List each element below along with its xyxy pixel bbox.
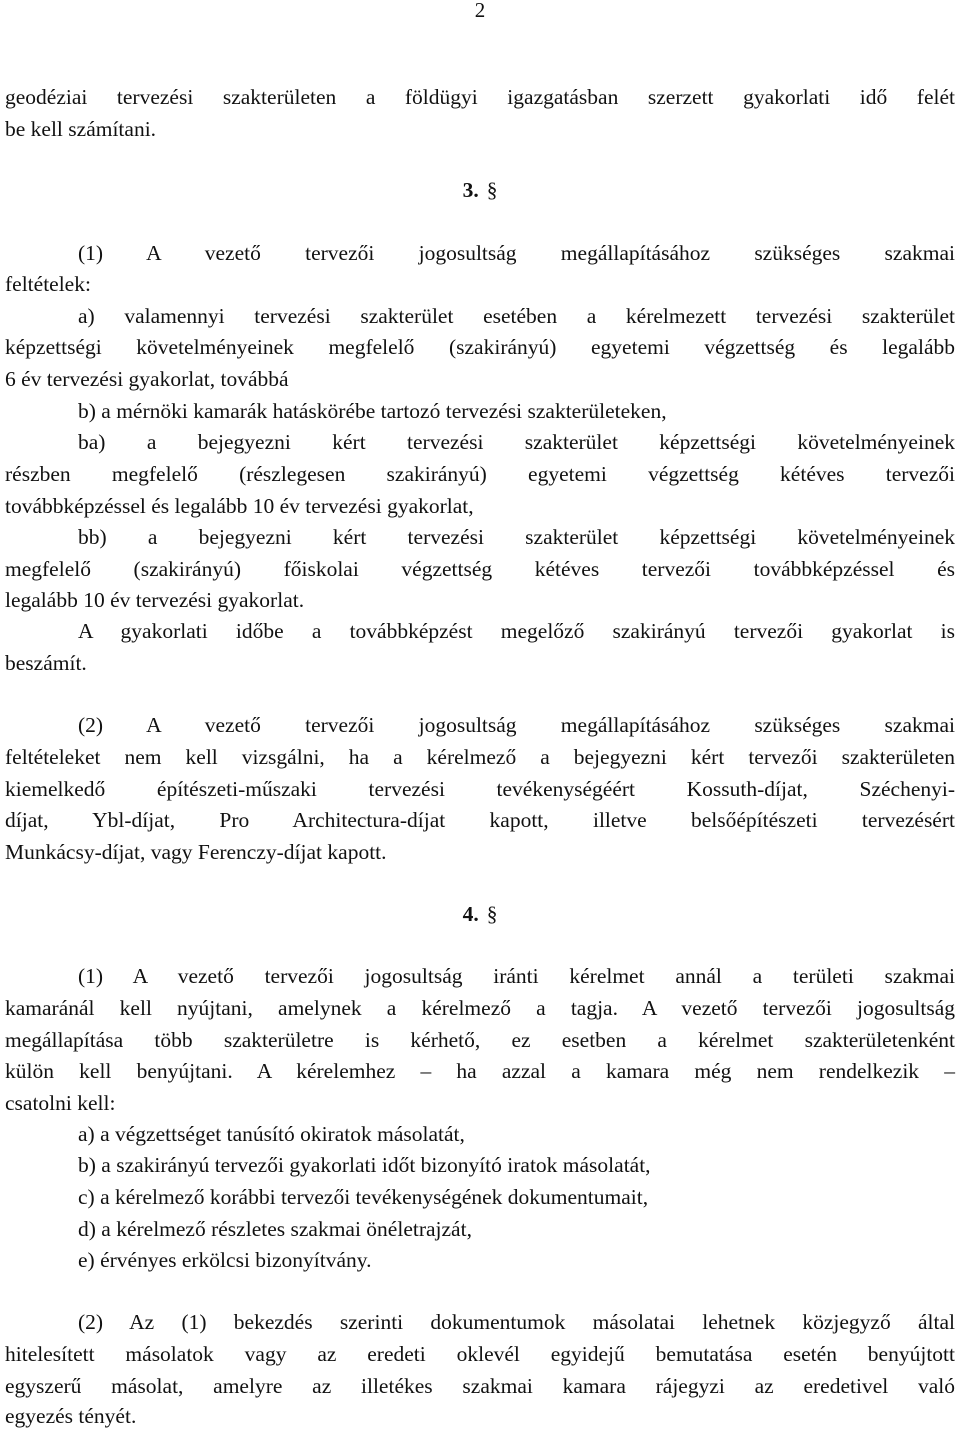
text-line: díjat, Ybl-díjat, Pro Architectura-díjat kapott, illetve belsőépítészeti tervezésért	[5, 808, 955, 832]
text-line: a) valamennyi tervezési szakterület esetében a kérelmezett tervezési szakterület	[78, 304, 955, 328]
text-line: (2) A vezető tervezői jogosultság megállapításához szükséges szakmai	[78, 713, 955, 737]
section-number: 3.	[462, 178, 479, 202]
section-number: 4.	[462, 902, 479, 926]
section-heading-4	[0, 898, 960, 930]
text-line: feltételeket nem kell vizsgálni, ha a kérelmező a bejegyezni kért tervezői szakterületen	[5, 745, 955, 769]
text-line: továbbképzéssel és legalább 10 év tervezési gyakorlat,	[5, 494, 474, 518]
text-line: bb) a bejegyezni kért tervezési szakterület képzettségi követelményeinek	[78, 525, 955, 549]
text-line: A gyakorlati időbe a továbbképzést megelőző szakirányú tervezői gyakorlat is	[78, 619, 955, 643]
text-line: legalább 10 év tervezési gyakorlat.	[5, 588, 305, 612]
text-line: 6 év tervezési gyakorlat, továbbá	[5, 367, 289, 391]
text-line: (1) A vezető tervezői jogosultság iránti kérelmet annál a területi szakmai	[78, 964, 955, 988]
section-symbol: §	[486, 178, 498, 202]
text-line: egyezés tényét.	[5, 1404, 137, 1428]
text-line: geodéziai tervezési szakterületen a földügyi igazgatásban szerzett gyakorlati idő felét	[5, 85, 955, 109]
text-line: részben megfelelő (részlegesen szakirányú) egyetemi végzettség kétéves tervezői	[5, 462, 955, 486]
section-heading-3	[0, 174, 960, 206]
text-line: ba) a bejegyezni kért tervezési szakterület képzettségi követelményeinek	[78, 430, 955, 454]
text-line: kiemelkedő építészeti-műszaki tervezési tevékenységéért Kossuth-díjat, Széchenyi-	[5, 777, 955, 801]
list-item: a) a végzettséget tanúsító okiratok másolatát,	[78, 1122, 465, 1146]
text-line: megállapítása több szakterületre is kérhető, ez esetben a kérelmet szakterületenként	[5, 1028, 955, 1052]
text-line: be kell számítani.	[5, 117, 157, 141]
text-line: egyszerű másolat, amelyre az illetékes szakmai kamara rájegyzi az eredetivel való	[5, 1374, 955, 1398]
list-item: c) a kérelmező korábbi tervezői tevékenységének dokumentumait,	[78, 1185, 649, 1209]
text-line: feltételek:	[5, 272, 91, 296]
list-item: e) érvényes erkölcsi bizonyítvány.	[78, 1248, 372, 1272]
page-number: 2	[474, 0, 486, 22]
text-line: megfelelő (szakirányú) főiskolai végzettség kétéves tervezői továbbképzéssel és	[5, 557, 955, 581]
text-line: b) a mérnöki kamarák hatáskörébe tartozó tervezési szakterületeken,	[78, 399, 667, 423]
text-line: hitelesített másolatok vagy az eredeti oklevél egyidejű bemutatása esetén benyújtott	[5, 1342, 955, 1366]
text-line: (2) Az (1) bekezdés szerinti dokumentumok másolatai lehetnek közjegyző által	[78, 1310, 955, 1334]
section-symbol: §	[486, 902, 498, 926]
text-line: beszámít.	[5, 651, 87, 675]
text-line: képzettségi követelményeinek megfelelő (szakirányú) egyetemi végzettség és legalább	[5, 335, 955, 359]
list-item: b) a szakirányú tervezői gyakorlati időt bizonyító iratok másolatát,	[78, 1153, 651, 1177]
text-line: külön kell benyújtani. A kérelemhez – ha azzal a kamara még nem rendelkezik –	[5, 1059, 955, 1083]
text-line: (1) A vezető tervezői jogosultság megállapításához szükséges szakmai	[78, 241, 955, 265]
text-line: kamaránál kell nyújtani, amelynek a kérelmező a tagja. A vezető tervezői jogosultság	[5, 996, 955, 1020]
text-line: csatolni kell:	[5, 1091, 116, 1115]
list-item: d) a kérelmező részletes szakmai önéletrajzát,	[78, 1217, 472, 1241]
text-line: Munkácsy-díjat, vagy Ferenczy-díjat kapott.	[5, 840, 387, 864]
